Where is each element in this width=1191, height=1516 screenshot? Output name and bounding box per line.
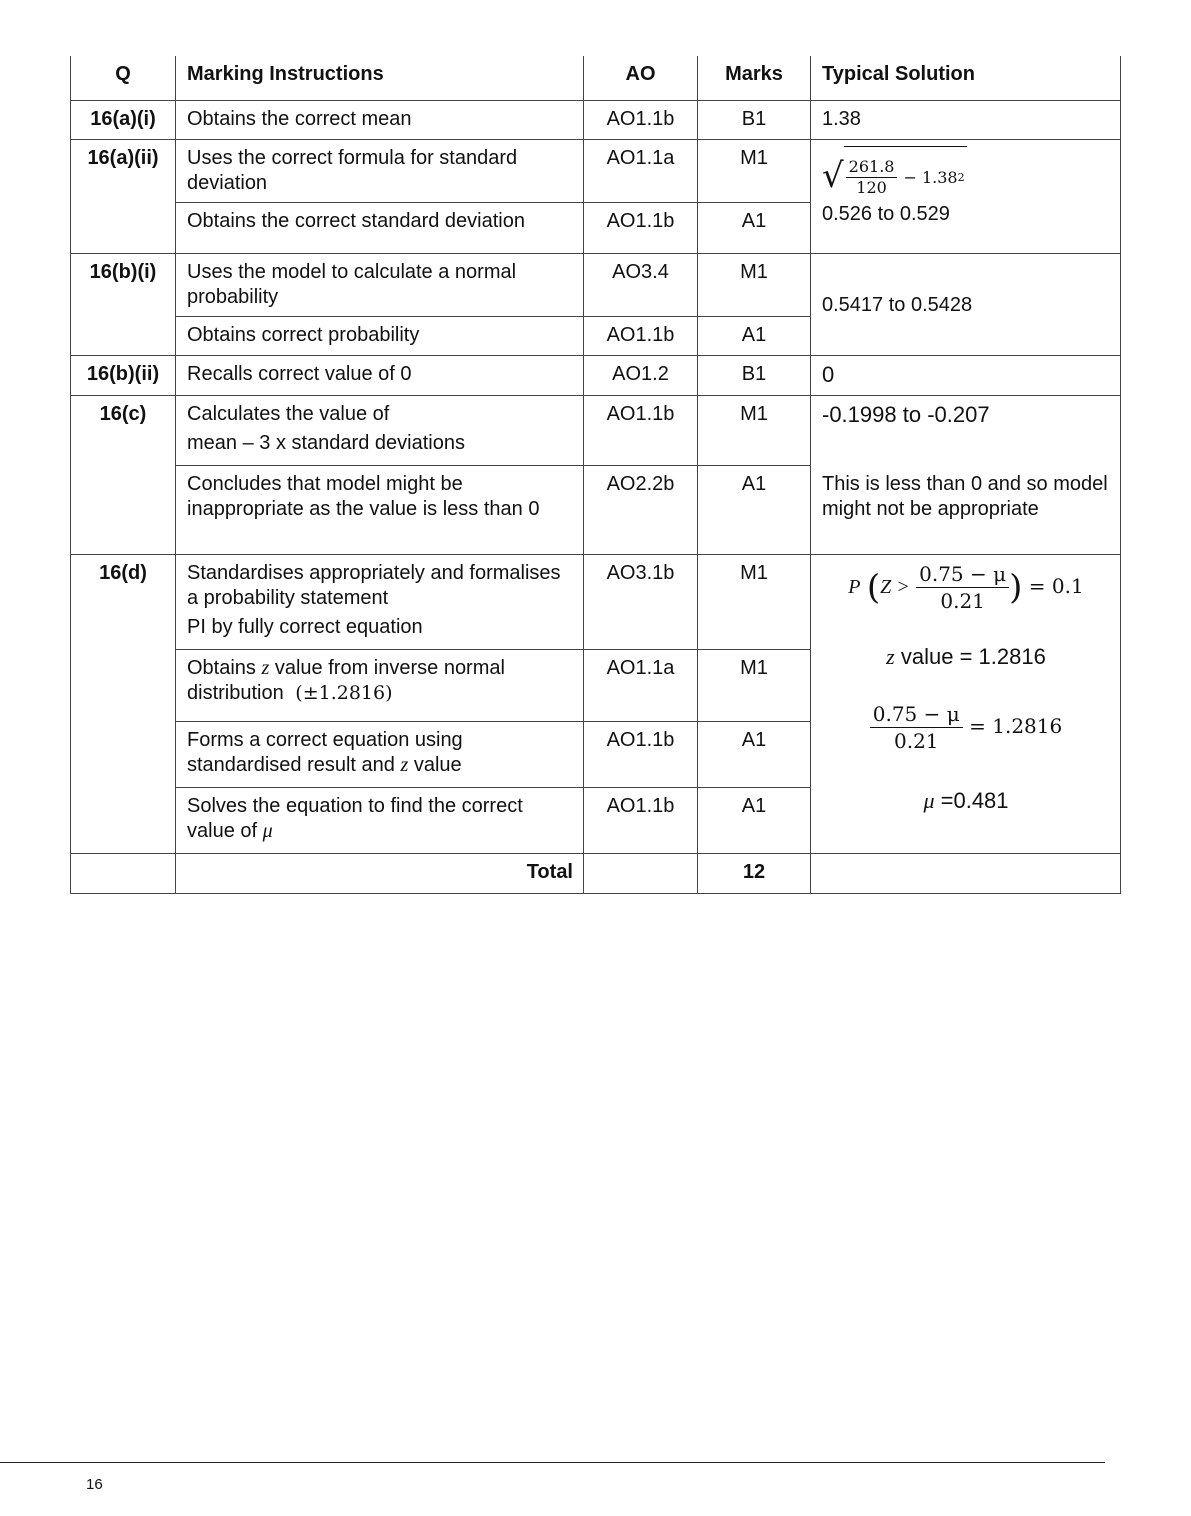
ao-code: AO1.1b xyxy=(584,317,698,356)
mark-code: A1 xyxy=(698,317,811,356)
mu-result-line xyxy=(822,788,1110,813)
equation-rhs: = 1.2816 xyxy=(969,714,1063,738)
marking-instruction: Uses the correct formula for standard deviation xyxy=(176,140,584,203)
question-label: 16(a)(ii) xyxy=(71,140,176,254)
instruction-line: PI by fully correct equation xyxy=(187,616,423,638)
p-symbol: P xyxy=(848,576,861,598)
fraction-numerator: 0.75 − μ xyxy=(870,701,963,728)
ao-code: AO1.1b xyxy=(584,203,698,254)
fraction-numerator: 0.75 − μ xyxy=(916,561,1009,588)
z-value-bracket: (±1.2816) xyxy=(295,682,393,704)
instruction-text: Obtains xyxy=(187,657,256,679)
instruction-line: Calculates the value of xyxy=(187,403,390,425)
variable-z: z xyxy=(400,754,409,776)
marking-instruction: Uses the model to calculate a normal probability xyxy=(176,254,584,317)
total-marks: 12 xyxy=(698,854,811,894)
fraction-denominator: 0.21 xyxy=(940,589,985,613)
table-row xyxy=(71,466,1121,555)
ao-code: AO1.1b xyxy=(584,722,698,788)
ao-code: AO1.1a xyxy=(584,140,698,203)
table-row xyxy=(71,101,1121,140)
question-label: 16(c) xyxy=(71,396,176,555)
marking-instruction xyxy=(176,722,584,788)
question-label: 16(d) xyxy=(71,555,176,854)
header-row xyxy=(71,56,1121,101)
variable-z: z xyxy=(261,657,270,679)
standardised-equation xyxy=(822,701,1110,754)
mark-code: A1 xyxy=(698,788,811,854)
instruction-line: Standardises appropriately and formalises a probability statement xyxy=(187,562,561,609)
question-label: 16(b)(i) xyxy=(71,254,176,356)
mu-value: =0.481 xyxy=(940,788,1009,813)
table-row xyxy=(71,254,1121,317)
header-marks: Marks xyxy=(698,56,811,101)
marking-instruction: Concludes that model might be inappropriate as the value is less than 0 xyxy=(176,466,584,555)
typical-solution xyxy=(811,555,1121,854)
ao-code: AO3.1b xyxy=(584,555,698,650)
mark-code: M1 xyxy=(698,254,811,317)
header-q: Q xyxy=(71,56,176,101)
variable-mu: μ xyxy=(262,820,273,842)
equation-rhs: = 0.1 xyxy=(1028,574,1084,598)
fraction-numerator: 261.8 xyxy=(846,157,898,178)
mark-code: B1 xyxy=(698,356,811,396)
ao-code: AO1.1a xyxy=(584,650,698,722)
instruction-text: value xyxy=(413,754,462,776)
ao-code: AO1.1b xyxy=(584,788,698,854)
total-row xyxy=(71,854,1121,894)
header-typical-solution: Typical Solution xyxy=(811,56,1121,101)
table-row xyxy=(71,356,1121,396)
header-marking-instructions: Marking Instructions xyxy=(176,56,584,101)
table-row xyxy=(71,555,1121,650)
marking-instruction: Recalls correct value of 0 xyxy=(176,356,584,396)
page-number: 16 xyxy=(86,1476,103,1493)
marking-instruction: Obtains the correct mean xyxy=(176,101,584,140)
mark-code: A1 xyxy=(698,466,811,555)
typical-solution: 0.5417 to 0.5428 xyxy=(811,254,1121,356)
total-empty-cell xyxy=(811,854,1121,894)
z-value-text: value = 1.2816 xyxy=(900,644,1046,669)
marking-instruction: Obtains correct probability xyxy=(176,317,584,356)
question-label: 16(b)(ii) xyxy=(71,356,176,396)
instruction-text: value from inverse normal distribution xyxy=(187,657,505,704)
mark-code: A1 xyxy=(698,203,811,254)
mark-code: M1 xyxy=(698,555,811,650)
z-symbol: z xyxy=(886,644,895,669)
mark-code: M1 xyxy=(698,650,811,722)
fraction-denominator: 120 xyxy=(856,178,887,197)
instruction-text: Forms a correct equation using standardised result and xyxy=(187,729,463,776)
instruction-line: mean – 3 x standard deviations xyxy=(187,432,465,454)
total-label: Total xyxy=(176,854,584,894)
expression-rest: − 1.38 xyxy=(903,167,958,187)
mark-code: A1 xyxy=(698,722,811,788)
marking-instruction xyxy=(176,788,584,854)
typical-solution: This is less than 0 and so model might not be appropriate xyxy=(811,466,1121,555)
header-ao: AO xyxy=(584,56,698,101)
ao-code: AO3.4 xyxy=(584,254,698,317)
exponent: 2 xyxy=(957,170,965,184)
probability-statement: P (Z > $\frac{0.75 - \mu}{0.21}$ ) = 0.1 xyxy=(848,562,1084,613)
instruction-text: Solves the equation to find the correct value of xyxy=(187,795,523,842)
mark-scheme-table xyxy=(70,56,1121,894)
total-empty-cell xyxy=(584,854,698,894)
typical-solution xyxy=(811,140,1121,254)
mark-code: B1 xyxy=(698,101,811,140)
sqrt-sign: √ xyxy=(822,156,844,196)
table-row xyxy=(71,140,1121,203)
typical-solution: 0 xyxy=(811,356,1121,396)
z-compare: Z > xyxy=(880,576,910,598)
typical-solution: 1.38 xyxy=(811,101,1121,140)
z-value-line xyxy=(822,644,1110,669)
mark-code: M1 xyxy=(698,396,811,466)
mu-symbol: μ xyxy=(923,788,935,813)
ao-code: AO1.1b xyxy=(584,396,698,466)
marking-instruction xyxy=(176,650,584,722)
fraction-denominator: 0.21 xyxy=(893,729,939,753)
ao-code: AO1.2 xyxy=(584,356,698,396)
ao-code: AO1.1b xyxy=(584,101,698,140)
total-empty-cell xyxy=(71,854,176,894)
typical-solution: -0.1998 to -0.207 xyxy=(811,396,1121,466)
mark-code: M1 xyxy=(698,140,811,203)
marking-instruction: Obtains the correct standard deviation xyxy=(176,203,584,254)
ao-code: AO2.2b xyxy=(584,466,698,555)
sd-result: 0.526 to 0.529 xyxy=(822,203,950,225)
marking-instruction xyxy=(176,396,584,466)
marking-instruction xyxy=(176,555,584,650)
question-label: 16(a)(i) xyxy=(71,101,176,140)
footer-divider xyxy=(0,1462,1105,1463)
sqrt-expression xyxy=(822,146,967,206)
table-row xyxy=(71,396,1121,466)
